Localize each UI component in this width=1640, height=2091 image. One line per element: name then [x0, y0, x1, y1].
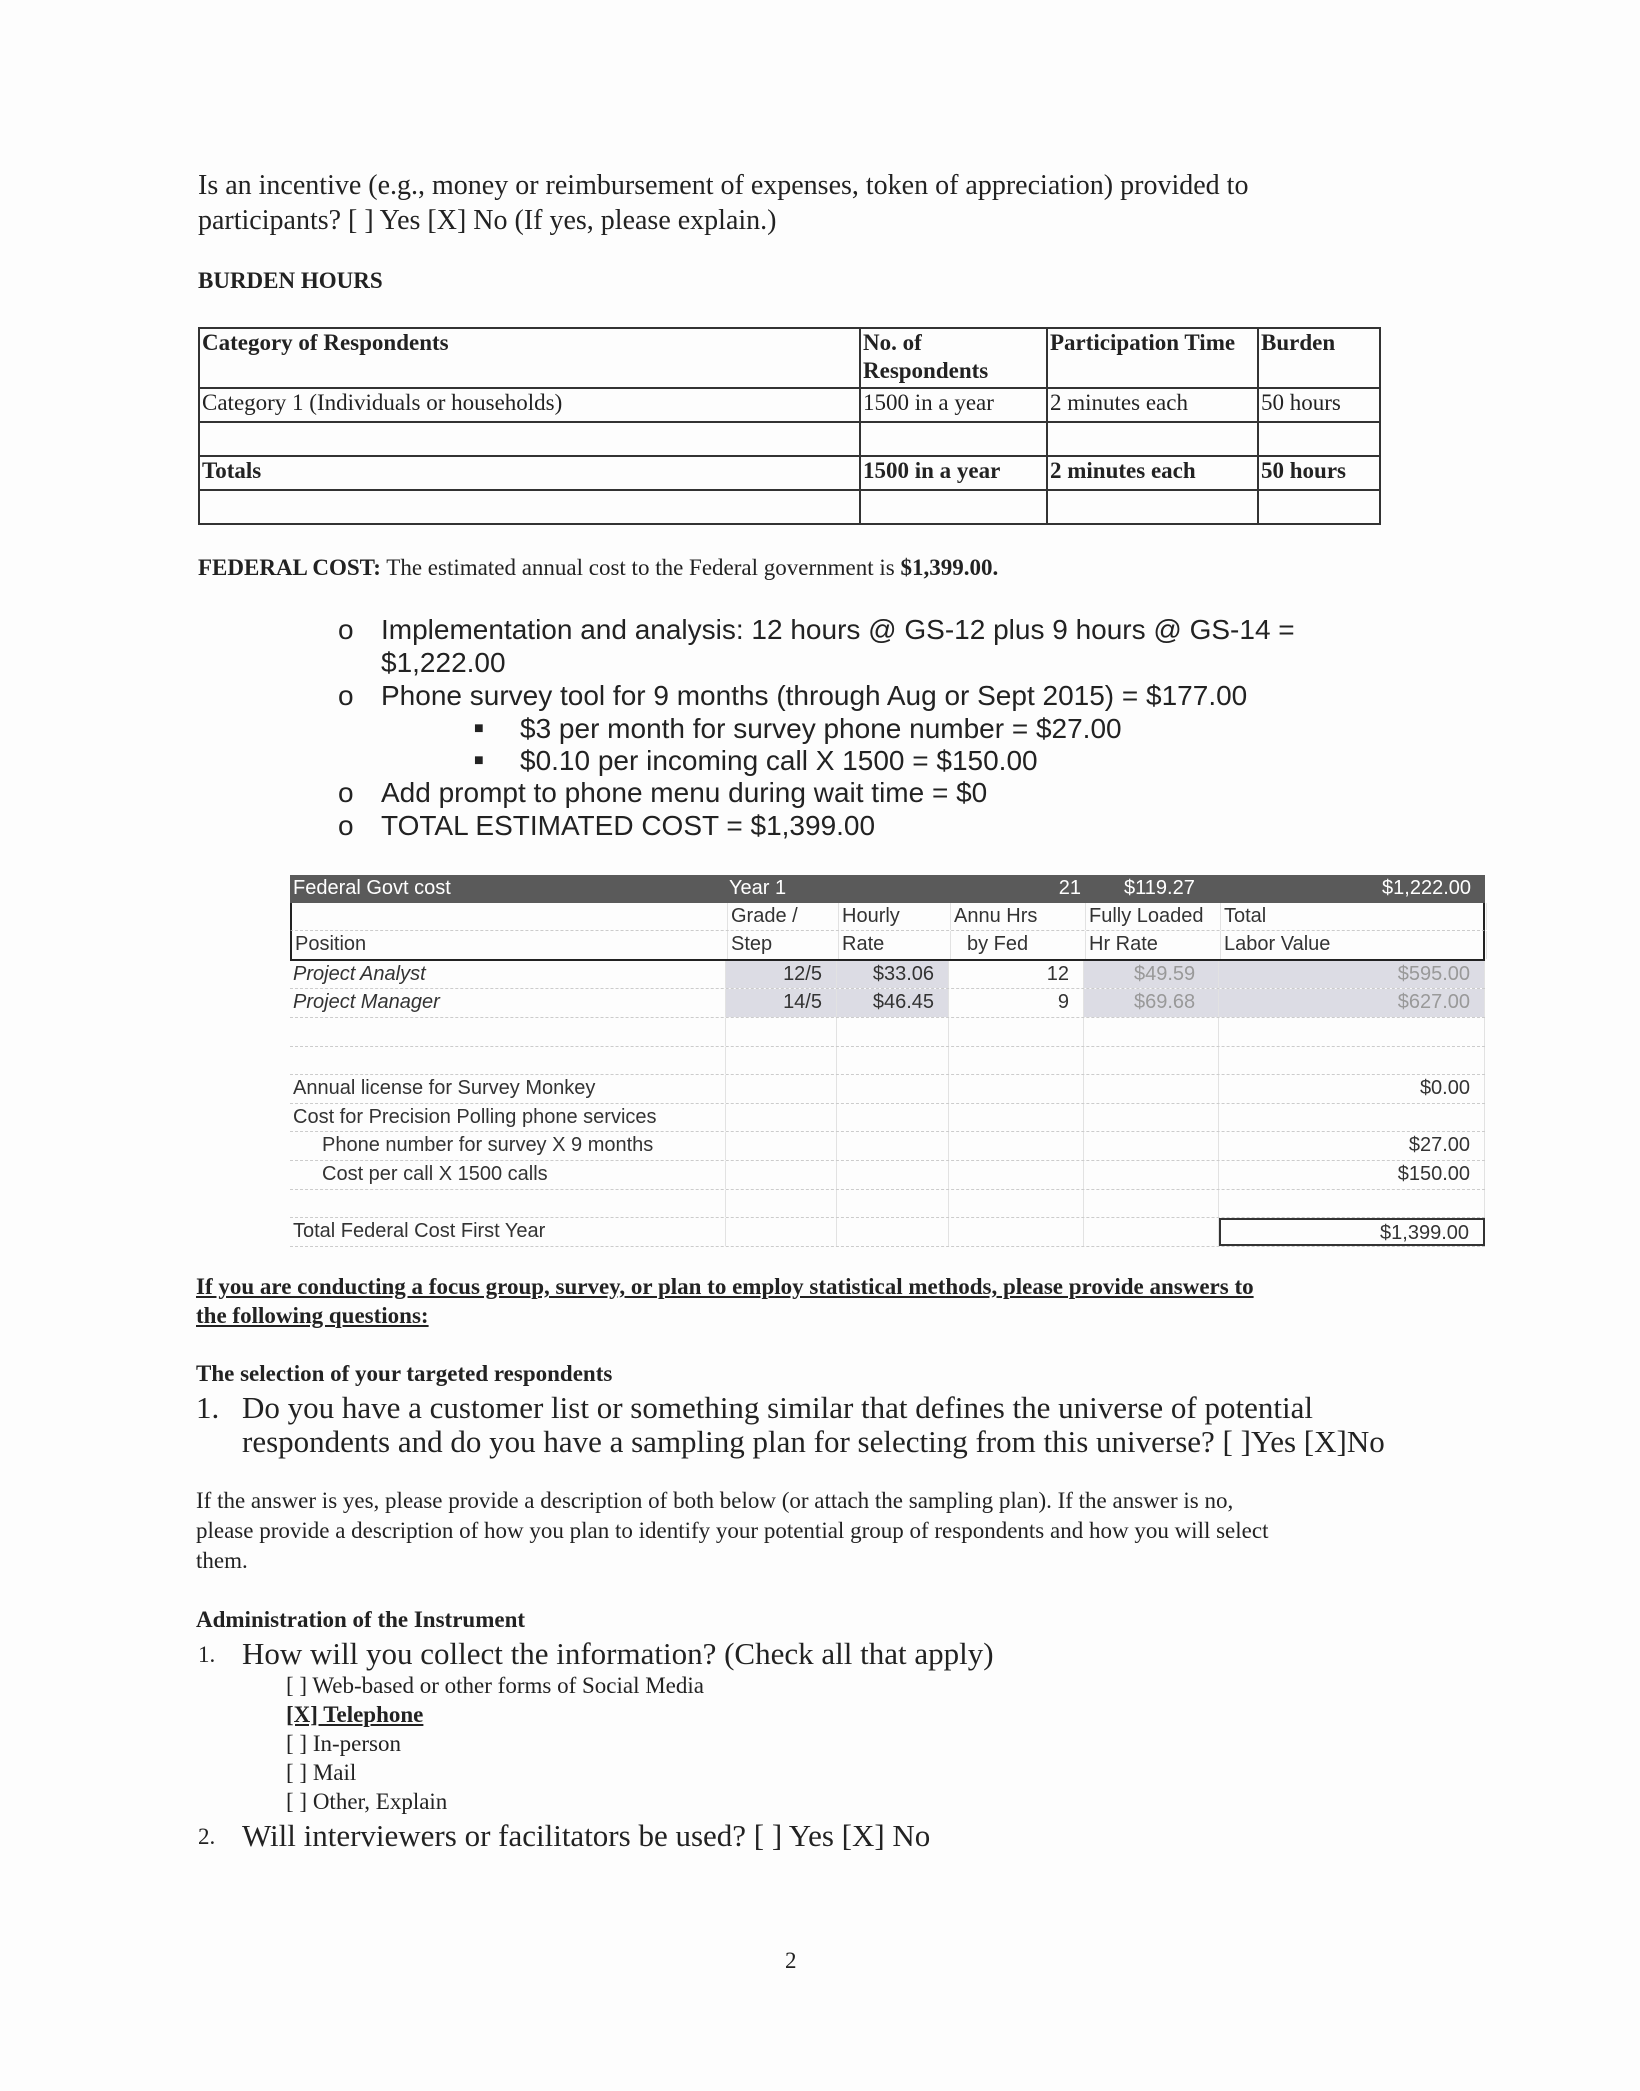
cell: $27.00	[1219, 1132, 1485, 1160]
total-row	[290, 1218, 1485, 1247]
cell: Hourly	[839, 903, 951, 931]
cell: $49.59	[1084, 961, 1219, 989]
cell: 1500 in a year	[860, 456, 1047, 490]
focus-heading-line-1: If you are conducting a focus group, survey, or plan to employ statistical methods, please provide answers to	[196, 1274, 1254, 1299]
cell: Position	[292, 931, 728, 959]
question-text: respondents and do you have a sampling plan for selecting from this universe? [ ]Yes [X]No	[242, 1424, 1385, 1459]
cell: Fully Loaded	[1086, 903, 1221, 931]
cell: Cost for Precision Polling phone services	[290, 1104, 726, 1132]
page-number: 2	[785, 1948, 797, 1973]
cell: 12/5	[726, 961, 837, 989]
question-number: 1.	[198, 1642, 216, 1667]
cell: $627.00	[1219, 989, 1485, 1017]
incentive-line-2: participants? [ ] Yes [X] No (If yes, please explain.)	[198, 205, 777, 236]
cell: $69.68	[1084, 989, 1219, 1017]
burden-table	[198, 327, 1381, 525]
admin-heading: Administration of the Instrument	[196, 1607, 526, 1632]
blank-row	[290, 1190, 1485, 1219]
bullet-text: Add prompt to phone menu during wait time = $0	[381, 777, 988, 808]
paragraph-line: them.	[196, 1548, 248, 1573]
incentive-line-1: Is an incentive (e.g., money or reimbursement of expenses, token of appreciation) provided to	[198, 170, 1249, 201]
cell: Total	[1221, 903, 1487, 931]
table-row	[290, 1104, 1485, 1133]
cell: $150.00	[1219, 1161, 1485, 1189]
federal-cost-statement: FEDERAL COST: The estimated annual cost to the Federal government is $1,399.00.	[198, 555, 999, 580]
cell: Project Manager	[290, 989, 726, 1017]
option-telephone: [X] Telephone	[286, 1702, 424, 1727]
cell: Cost per call X 1500 calls	[290, 1161, 726, 1189]
sub-bullet-text: $0.10 per incoming call X 1500 = $150.00	[520, 745, 1038, 776]
bullet-circle-icon: o	[338, 680, 354, 711]
header-cell: Burden	[1258, 328, 1380, 388]
cell: $595.00	[1219, 961, 1485, 989]
bullet-circle-icon: o	[338, 777, 354, 808]
cell: Grade /	[728, 903, 839, 931]
sheet-title-row	[290, 875, 1485, 903]
cell: $119.27	[1124, 877, 1195, 899]
cell	[837, 875, 949, 903]
cell: $0.00	[1219, 1075, 1485, 1103]
cell: $1,222.00	[1382, 877, 1471, 899]
table-row	[290, 1161, 1485, 1190]
cell: 14/5	[726, 989, 837, 1017]
cell: 2 minutes each	[1047, 456, 1258, 490]
table-row	[290, 1132, 1485, 1161]
option-in-person: [ ] In-person	[286, 1731, 401, 1756]
federal-cost-spreadsheet	[290, 875, 1485, 1247]
bullet-text: $1,222.00	[381, 647, 506, 678]
selection-heading: The selection of your targeted respondents	[196, 1361, 613, 1386]
bullet-circle-icon: o	[338, 810, 354, 841]
cell: Federal Govt cost	[293, 877, 451, 899]
cell: 2 minutes each	[1047, 388, 1258, 422]
burden-heading: BURDEN HOURS	[198, 268, 383, 293]
header-cell: No. of Respondents	[860, 328, 1047, 388]
question-number: 2.	[198, 1824, 216, 1849]
blank-row	[290, 1047, 1485, 1076]
blank-row	[290, 1018, 1485, 1047]
cell: 1500 in a year	[860, 388, 1047, 422]
table-row	[290, 961, 1485, 990]
sub-bullet-text: $3 per month for survey phone number = $27.00	[520, 713, 1122, 744]
cell: Year 1	[729, 877, 787, 899]
cell: Phone number for survey X 9 months	[290, 1132, 726, 1160]
cell: Project Analyst	[290, 961, 726, 989]
bullet-square-icon: ■	[474, 720, 484, 737]
paragraph-line: please provide a description of how you plan to identify your potential group of respondents and how you will select	[196, 1518, 1269, 1543]
totals-row	[199, 456, 1380, 490]
question-text: Will interviewers or facilitators be used? [ ] Yes [X] No	[242, 1818, 931, 1853]
cell: Annu Hrs	[951, 903, 1086, 931]
cell: Rate	[839, 931, 951, 959]
option-mail: [ ] Mail	[286, 1760, 357, 1785]
cell: Hr Rate	[1086, 931, 1221, 959]
cell: Category 1 (Individuals or households)	[199, 388, 860, 422]
cell: 12	[949, 961, 1084, 989]
question-number: 1.	[196, 1390, 220, 1425]
table-row	[290, 989, 1485, 1018]
cell	[292, 903, 728, 931]
paragraph-line: If the answer is yes, please provide a description of both below (or attach the sampling plan). If the answer is no,	[196, 1488, 1234, 1513]
cell: Step	[728, 931, 839, 959]
cell: 21	[1058, 877, 1081, 899]
cell: $46.45	[837, 989, 949, 1017]
cell: 9	[949, 989, 1084, 1017]
cell: Totals	[199, 456, 860, 490]
cell: 50 hours	[1258, 456, 1380, 490]
bullet-square-icon: ■	[474, 752, 484, 769]
bullet-text: TOTAL ESTIMATED COST = $1,399.00	[381, 810, 876, 841]
bullet-text: Phone survey tool for 9 months (through Aug or Sept 2015) = $177.00	[381, 680, 1248, 711]
cell: Labor Value	[1221, 931, 1487, 959]
bullet-text: Implementation and analysis: 12 hours @ GS-12 plus 9 hours @ GS-14 =	[381, 614, 1295, 645]
sheet-header-row-1	[290, 903, 1485, 932]
header-cell: Participation Time	[1047, 328, 1258, 388]
question-text: How will you collect the information? (Check all that apply)	[242, 1636, 994, 1671]
focus-heading-line-2: the following questions:	[196, 1303, 429, 1328]
selected-cell[interactable]: $1,399.00	[1219, 1218, 1485, 1246]
option-other: [ ] Other, Explain	[286, 1789, 448, 1814]
cell: $33.06	[837, 961, 949, 989]
sheet-header-row-2	[290, 931, 1485, 961]
table-row	[199, 490, 1380, 524]
burden-header-row	[199, 328, 1380, 388]
bullet-circle-icon: o	[338, 614, 354, 645]
option-web: [ ] Web-based or other forms of Social Media	[286, 1673, 704, 1698]
cell: by Fed	[951, 931, 1086, 959]
cell: 50 hours	[1258, 388, 1380, 422]
question-text: Do you have a customer list or something similar that defines the universe of potential	[242, 1390, 1313, 1425]
cell: Annual license for Survey Monkey	[290, 1075, 726, 1103]
table-row	[290, 1075, 1485, 1104]
header-cell: Category of Respondents	[199, 328, 860, 388]
table-row	[199, 388, 1380, 422]
cell: Total Federal Cost First Year	[290, 1218, 726, 1246]
table-row	[199, 422, 1380, 456]
